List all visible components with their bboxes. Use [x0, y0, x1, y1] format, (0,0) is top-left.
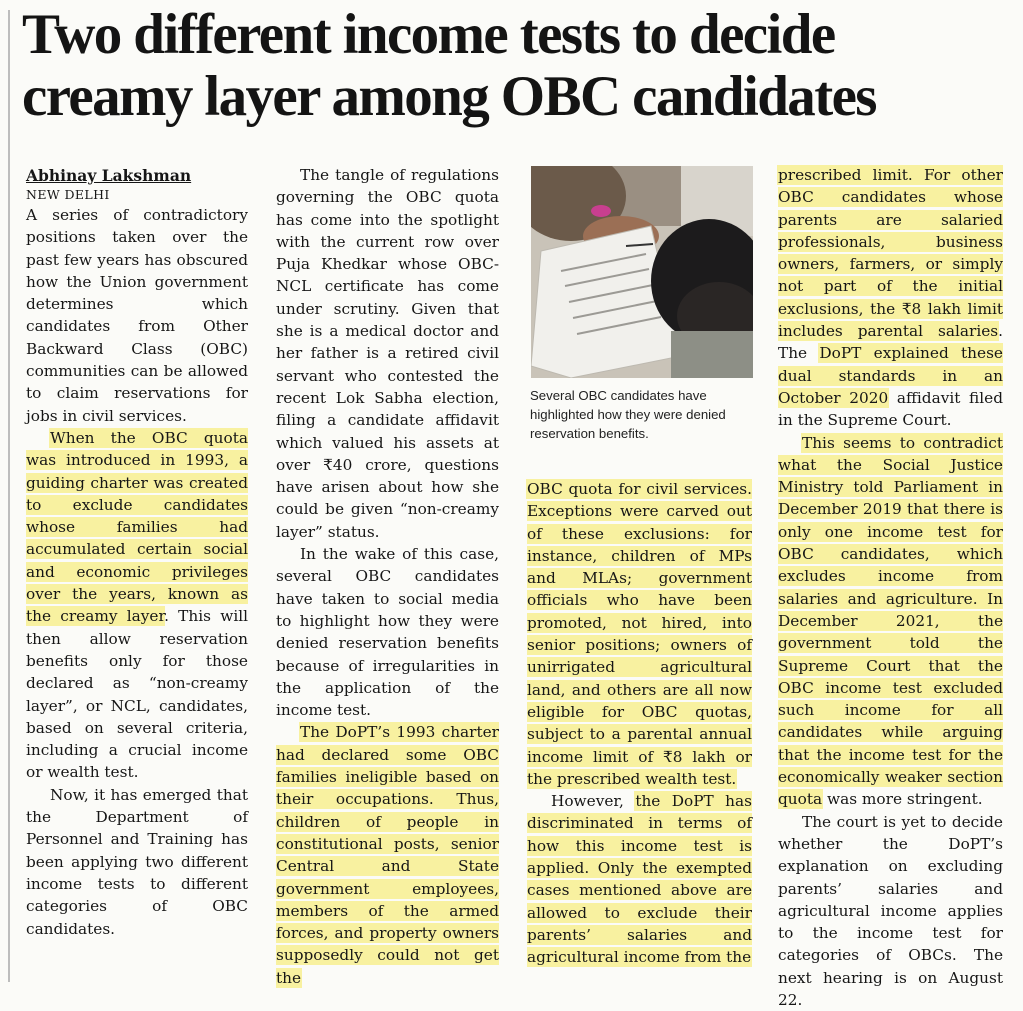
paragraph: [276, 721, 499, 989]
paragraph: The court is yet to decide whether the DoPT’s explanation on excluding parents’ salaries and agricultural income applies to the income test for categories of OBCs. The next hearing is on August 22.: [778, 812, 1003, 1009]
paragraph: [527, 790, 752, 968]
left-column-rule: [8, 10, 10, 982]
highlighted-text: When the OBC quota was introduced in 1993, a guiding charter was created to exclude candidates whose families had accumulated certain social and economic privileges over the years, known as the creamy layer: [26, 428, 248, 626]
text-run: . This will then allow reservation benefits only for those declared as “non-creamy layer”, or NCL, candidates, based on several criteria, including a crucial income or wealth test.: [26, 607, 248, 782]
highlighted-text: DoPT explained these dual standards in an October 2020: [778, 344, 1003, 407]
paragraph: [527, 478, 752, 790]
text-run: However,: [551, 792, 636, 811]
paragraph: In the wake of this case, several OBC candidates have taken to social media to highlight how they were denied reservation benefits because of irregularities in the application of the income test.: [276, 545, 499, 720]
highlighted-text: prescribed limit. For other OBC candidates whose parents are salaried professionals, business owners, farmers, or simply not part of the initial exclusions, the ₹8 lakh limit includes parental salaries: [778, 166, 1003, 341]
news-photo-illustration: [531, 166, 753, 378]
headline-line-1: Two different income tests to decide: [22, 3, 835, 66]
paragraph: A series of contradictory positions taken over the past few years has obscured how the Union government determines which candidates from Other Backward Class (OBC) communities can be allowed to claim reservations for jobs in civil services.: [26, 206, 248, 425]
paragraph: Now, it has emerged that the Department of Personnel and Training has been applying two different income tests to different categories of OBC candidates.: [26, 785, 248, 938]
paragraph: [26, 427, 248, 784]
photo-caption: Several OBC candidates have highlighted how they were denied reservation benefits.: [530, 388, 726, 441]
paragraph: [778, 432, 1003, 811]
article-column-4: [778, 164, 1003, 1011]
highlighted-text: OBC quota for civil services. Exceptions were carved out of these exclusions: for instance, children of MPs and MLAs; government officials who have been promoted, not hired, into senior positions; owners of unirrigated agricultural land, and others are all now eligible for OBC quotas, subject to a parental annual income limit of ₹8 lakh or the prescribed wealth test.: [527, 480, 752, 788]
highlighted-text: the DoPT has discriminated in terms of how this income test is applied. Only the exempted cases mentioned above are allowed to exclude their parents’ salaries and agricultural income from the: [527, 792, 752, 967]
paragraph: The tangle of regulations governing the OBC quota has come into the spotlight with the current row over Puja Khedkar whose OBC-NCL certificate has come under scrutiny. Given that she is a medical doctor and her father is a retired civil servant who contested the recent Lok Sabha election, filing a candidate affidavit which valued his assets at over ₹40 crore, questions have arisen about how she could be given “non-creamy layer” status.: [276, 166, 499, 541]
dateline: NEW DELHI: [26, 187, 110, 202]
article-column-2: [276, 164, 499, 989]
headline: [22, 4, 1012, 128]
text-run: . The: [778, 322, 1003, 363]
byline-author: Abhinay Lakshman: [26, 166, 192, 185]
headline-line-2: creamy layer among OBC candidates: [22, 65, 876, 128]
highlighted-text: The DoPT’s 1993 charter had declared some OBC families ineligible based on their occupations. Thus, children of people in constitutional posts, senior Central and State government employees, members of the armed forces, and property owners supposedly could not get the: [276, 723, 499, 987]
article-column-1: [26, 166, 248, 940]
article-column-3: [527, 478, 752, 969]
highlighted-text: This seems to contradict what the Social Justice Ministry told Parliament in December 2019 that there is only one income test for OBC candidates, which excludes income from salaries and agriculture. In December 2021, the government told the Supreme Court that the OBC income test excluded such income for all candidates while arguing that the income test for the economically weaker section quota: [778, 433, 1003, 809]
news-photo: [531, 166, 753, 378]
text-run: affidavit filed in the Supreme Court.: [778, 388, 1003, 430]
paragraph: [778, 164, 1003, 432]
text-run: was more stringent.: [822, 790, 983, 809]
